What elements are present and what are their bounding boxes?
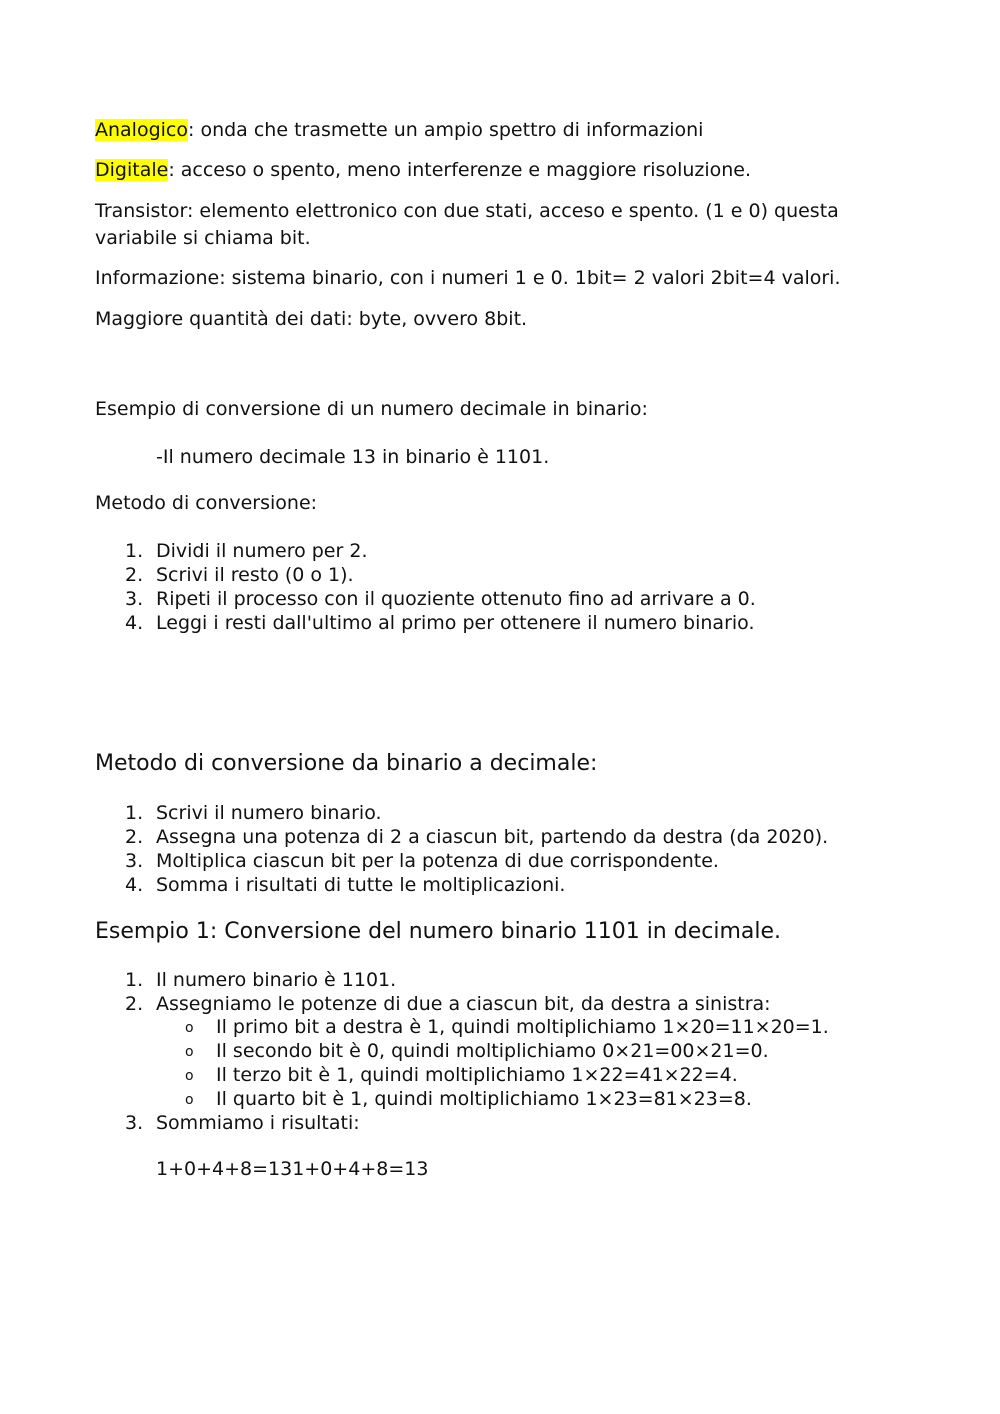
example1-steps bbox=[95, 968, 771, 1016]
list-item: o Il primo bit a destra è 1, quindi moltiplichiamo 1×20=11×20=1. bbox=[185, 1016, 829, 1038]
list-item: 1. Dividi il numero per 2. bbox=[125, 540, 368, 562]
bullet-icon: o bbox=[185, 1020, 194, 1036]
definition-maggiore: Maggiore quantità dei dati: byte, ovvero 8bit. bbox=[95, 308, 528, 330]
list-item: 4. Leggi i resti dall'ultimo al primo per ottenere il numero binario. bbox=[125, 612, 755, 634]
list-item: 2. Assegniamo le potenze di due a ciascun bit, da destra a sinistra: bbox=[125, 993, 771, 1015]
list-item: o Il secondo bit è 0, quindi moltiplichiamo 0×21=00×21=0. bbox=[185, 1040, 769, 1062]
highlighted-term: Analogico bbox=[95, 119, 188, 141]
definition-digitale bbox=[95, 157, 751, 184]
bin-to-dec-steps bbox=[95, 801, 828, 897]
example1-steps-continued bbox=[95, 1111, 360, 1135]
list-item: 3. Ripeti il processo con il quoziente ottenuto fino ad arrivare a 0. bbox=[125, 588, 756, 610]
bullet-icon: o bbox=[185, 1068, 194, 1084]
example1-result: 1+0+4+8=131+0+4+8=13 bbox=[156, 1158, 429, 1180]
definition-text: : acceso o spento, meno interferenze e maggiore risoluzione. bbox=[168, 159, 752, 181]
list-item: o Il quarto bit è 1, quindi moltiplichiamo 1×23=81×23=8. bbox=[185, 1088, 752, 1110]
list-item: 3. Moltiplica ciascun bit per la potenza di due corrispondente. bbox=[125, 850, 719, 872]
highlighted-term: Digitale bbox=[95, 159, 169, 181]
list-item: o Il terzo bit è 1, quindi moltiplichiamo 1×22=41×22=4. bbox=[185, 1064, 738, 1086]
list-item: 2. Assegna una potenza di 2 a ciascun bit, partendo da destra (da 2020). bbox=[125, 826, 829, 848]
example1-heading: Esempio 1: Conversione del numero binario 1101 in decimale. bbox=[95, 919, 782, 944]
list-item: 4. Somma i risultati di tutte le moltiplicazioni. bbox=[125, 874, 566, 896]
dec-to-bin-method-label: Metodo di conversione: bbox=[95, 492, 318, 514]
list-item: 2. Scrivi il resto (0 o 1). bbox=[125, 564, 354, 586]
bullet-icon: o bbox=[185, 1044, 194, 1060]
list-item: 3. Sommiamo i risultati: bbox=[125, 1112, 360, 1134]
definition-text: : onda che trasmette un ampio spettro di informazioni bbox=[188, 119, 704, 141]
list-item: 1. Il numero binario è 1101. bbox=[125, 969, 397, 991]
definition-transistor: Transistor: elemento elettronico con due stati, acceso e spento. (1 e 0) questa variabile si chiama bit. bbox=[95, 200, 839, 249]
definition-informazione: Informazione: sistema binario, con i numeri 1 e 0. 1bit= 2 valori 2bit=4 valori. bbox=[95, 267, 841, 289]
dec-to-bin-steps bbox=[95, 539, 756, 635]
definition-analogico bbox=[95, 117, 703, 144]
dec-to-bin-intro: Esempio di conversione di un numero decimale in binario: bbox=[95, 398, 648, 420]
dec-to-bin-example: -Il numero decimale 13 in binario è 1101. bbox=[156, 446, 550, 468]
bin-to-dec-heading: Metodo di conversione da binario a decimale: bbox=[95, 751, 598, 776]
example1-bullets bbox=[95, 1015, 829, 1111]
list-item: 1. Scrivi il numero binario. bbox=[125, 802, 382, 824]
bullet-icon: o bbox=[185, 1092, 194, 1108]
